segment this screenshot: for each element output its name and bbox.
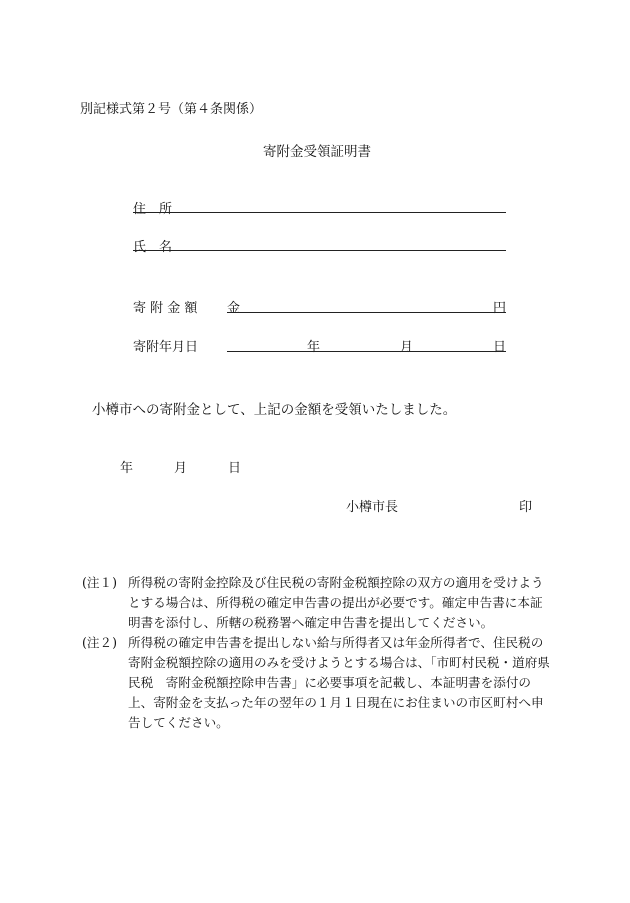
name-line xyxy=(133,250,506,251)
donation-date-day: 日 xyxy=(493,340,507,355)
document-title: 寄附金受領証明書 xyxy=(263,144,371,160)
note-2 xyxy=(82,633,552,733)
seal-mark: 印 xyxy=(519,500,533,515)
receipt-statement: 小樽市への寄附金として、上記の金額を受領いたしました。 xyxy=(92,402,457,418)
note-1-label: (注１) xyxy=(82,575,118,590)
note-1 xyxy=(82,573,552,633)
amount-suffix: 円 xyxy=(493,301,507,316)
issuer-title: 小樽市長 xyxy=(346,500,399,515)
issue-date-year: 年 xyxy=(120,461,134,476)
issue-date-day: 日 xyxy=(228,461,242,476)
note-2-label: (注２) xyxy=(82,635,118,650)
note-2-text: 所得税の確定申告書を提出しない給与所得者又は年金所得者で、住民税の寄附金税額控除の適用のみを受けようとする場合は、「市町村民税・道府県民税 寄附金税額控除申告書」に必要事項を記載し、本証明書を添付の上、寄附金を支払った年の翌年の１月１日現在にお住まいの市区町村へ申告してください。 xyxy=(128,635,550,730)
address-label: 住 所 xyxy=(133,202,173,217)
address-line xyxy=(133,212,506,213)
donation-date-line xyxy=(227,351,506,352)
amount-line xyxy=(227,312,506,313)
donation-date-label: 寄附年月日 xyxy=(133,340,199,355)
name-label: 氏 名 xyxy=(133,240,173,255)
amount-prefix: 金 xyxy=(227,301,241,316)
amount-label: 寄 附 金 額 xyxy=(133,301,198,316)
donation-date-month: 月 xyxy=(400,340,414,355)
note-1-text: 所得税の寄附金控除及び住民税の寄附金税額控除の双方の適用を受けようとする場合は、所得税の確定申告書の提出が必要です。確定申告書に本証明書を添付し、所轄の税務署へ確定申告書を提出してください。 xyxy=(128,575,544,630)
form-number-label: 別記様式第２号（第４条関係） xyxy=(80,102,263,117)
donation-date-year: 年 xyxy=(307,340,321,355)
issue-date-month: 月 xyxy=(174,461,188,476)
